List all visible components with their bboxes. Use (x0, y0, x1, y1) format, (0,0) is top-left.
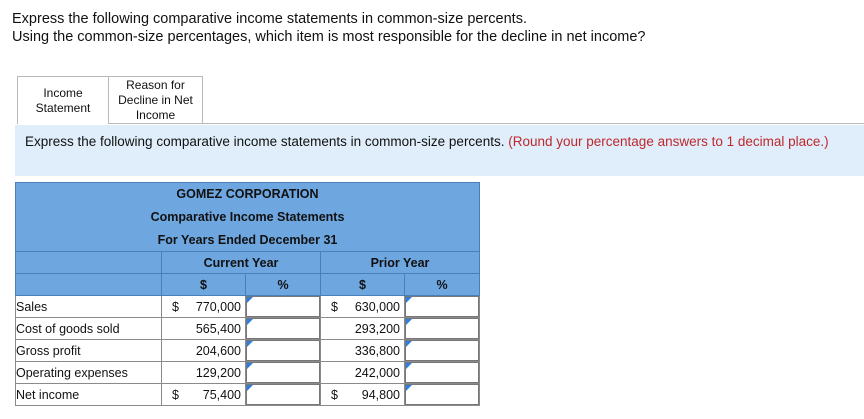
period-row (16, 229, 480, 252)
year-header-row (16, 252, 480, 274)
unit-header-row (16, 274, 480, 296)
prior-percent-input-net-income[interactable] (405, 384, 480, 406)
current-percent-input-sales[interactable] (246, 296, 321, 318)
prior-percent-input-cogs[interactable] (405, 318, 480, 340)
currency-symbol: $ (172, 387, 179, 402)
amount-value: 293,200 (354, 321, 400, 336)
percent-input[interactable] (405, 340, 479, 361)
currency-symbol: $ (331, 299, 338, 314)
prior-amount-gross-profit (321, 340, 405, 362)
title-row (16, 206, 480, 229)
tab-divider (109, 123, 864, 124)
prior-amount-operating-expenses (321, 362, 405, 384)
percent-input[interactable] (246, 362, 320, 383)
row-label-gross-profit: Gross profit (16, 340, 162, 362)
current-amount-gross-profit (162, 340, 246, 362)
prior-amount-cogs (321, 318, 405, 340)
tab-reason-for-decline[interactable] (109, 76, 203, 124)
table-row (16, 296, 480, 318)
table-row (16, 340, 480, 362)
prior-percent-input-sales[interactable] (405, 296, 480, 318)
amount-value: 770,000 (195, 299, 241, 314)
current-amount-operating-expenses (162, 362, 246, 384)
current-amount-sales (162, 296, 246, 318)
current-percent-header: % (246, 274, 321, 296)
amount-value: 336,800 (354, 343, 400, 358)
amount-value: 630,000 (354, 299, 400, 314)
current-year-header: Current Year (162, 252, 321, 274)
amount-value: 129,200 (195, 365, 241, 380)
tab-reason-for-decline-label: Reason for Decline in Net Income (118, 77, 193, 122)
percent-input[interactable] (246, 384, 320, 405)
instruction-text: Express the following comparative income statements in common-size percents. (25, 134, 505, 149)
current-percent-input-operating-expenses[interactable] (246, 362, 321, 384)
table-row (16, 384, 480, 406)
table-row (16, 362, 480, 384)
unit-header-blank (16, 274, 162, 296)
instruction-banner (15, 125, 864, 176)
current-percent-input-net-income[interactable] (246, 384, 321, 406)
row-label-operating-expenses: Operating expenses (16, 362, 162, 384)
row-label-sales: Sales (16, 296, 162, 318)
row-label-cogs: Cost of goods sold (16, 318, 162, 340)
question-line-1: Express the following comparative income statements in common-size percents. (12, 11, 527, 27)
percent-input[interactable] (405, 362, 479, 383)
table-row (16, 318, 480, 340)
percent-input[interactable] (405, 384, 479, 405)
amount-value: 565,400 (195, 321, 241, 336)
current-percent-input-gross-profit[interactable] (246, 340, 321, 362)
prior-amount-sales (321, 296, 405, 318)
question-text (12, 10, 645, 46)
prior-dollar-header: $ (321, 274, 405, 296)
amount-value: 242,000 (354, 365, 400, 380)
row-label-net-income: Net income (16, 384, 162, 406)
current-percent-input-cogs[interactable] (246, 318, 321, 340)
tab-income-statement-label: Income Statement (35, 85, 91, 115)
prior-percent-input-gross-profit[interactable] (405, 340, 480, 362)
tab-income-statement[interactable] (17, 76, 109, 124)
current-amount-cogs (162, 318, 246, 340)
percent-input[interactable] (405, 318, 479, 339)
amount-value: 94,800 (361, 387, 400, 402)
prior-amount-net-income (321, 384, 405, 406)
company-row (16, 183, 480, 206)
prior-percent-header: % (405, 274, 480, 296)
income-statement-table (15, 182, 480, 406)
percent-input[interactable] (405, 296, 479, 317)
prior-percent-input-operating-expenses[interactable] (405, 362, 480, 384)
percent-input[interactable] (246, 318, 320, 339)
question-line-2: Using the common-size percentages, which item is most responsible for the decline in net income? (12, 29, 646, 45)
percent-input[interactable] (246, 340, 320, 361)
tab-bar (17, 76, 203, 124)
company-name: GOMEZ CORPORATION (16, 183, 480, 206)
statement-period: For Years Ended December 31 (16, 229, 480, 252)
currency-symbol: $ (331, 387, 338, 402)
percent-input[interactable] (246, 296, 320, 317)
current-amount-net-income (162, 384, 246, 406)
amount-value: 75,400 (202, 387, 241, 402)
current-dollar-header: $ (162, 274, 246, 296)
instruction-note: (Round your percentage answers to 1 decimal place.) (508, 134, 829, 149)
currency-symbol: $ (172, 299, 179, 314)
year-header-blank (16, 252, 162, 274)
statement-title: Comparative Income Statements (16, 206, 480, 229)
prior-year-header: Prior Year (321, 252, 480, 274)
amount-value: 204,600 (195, 343, 241, 358)
